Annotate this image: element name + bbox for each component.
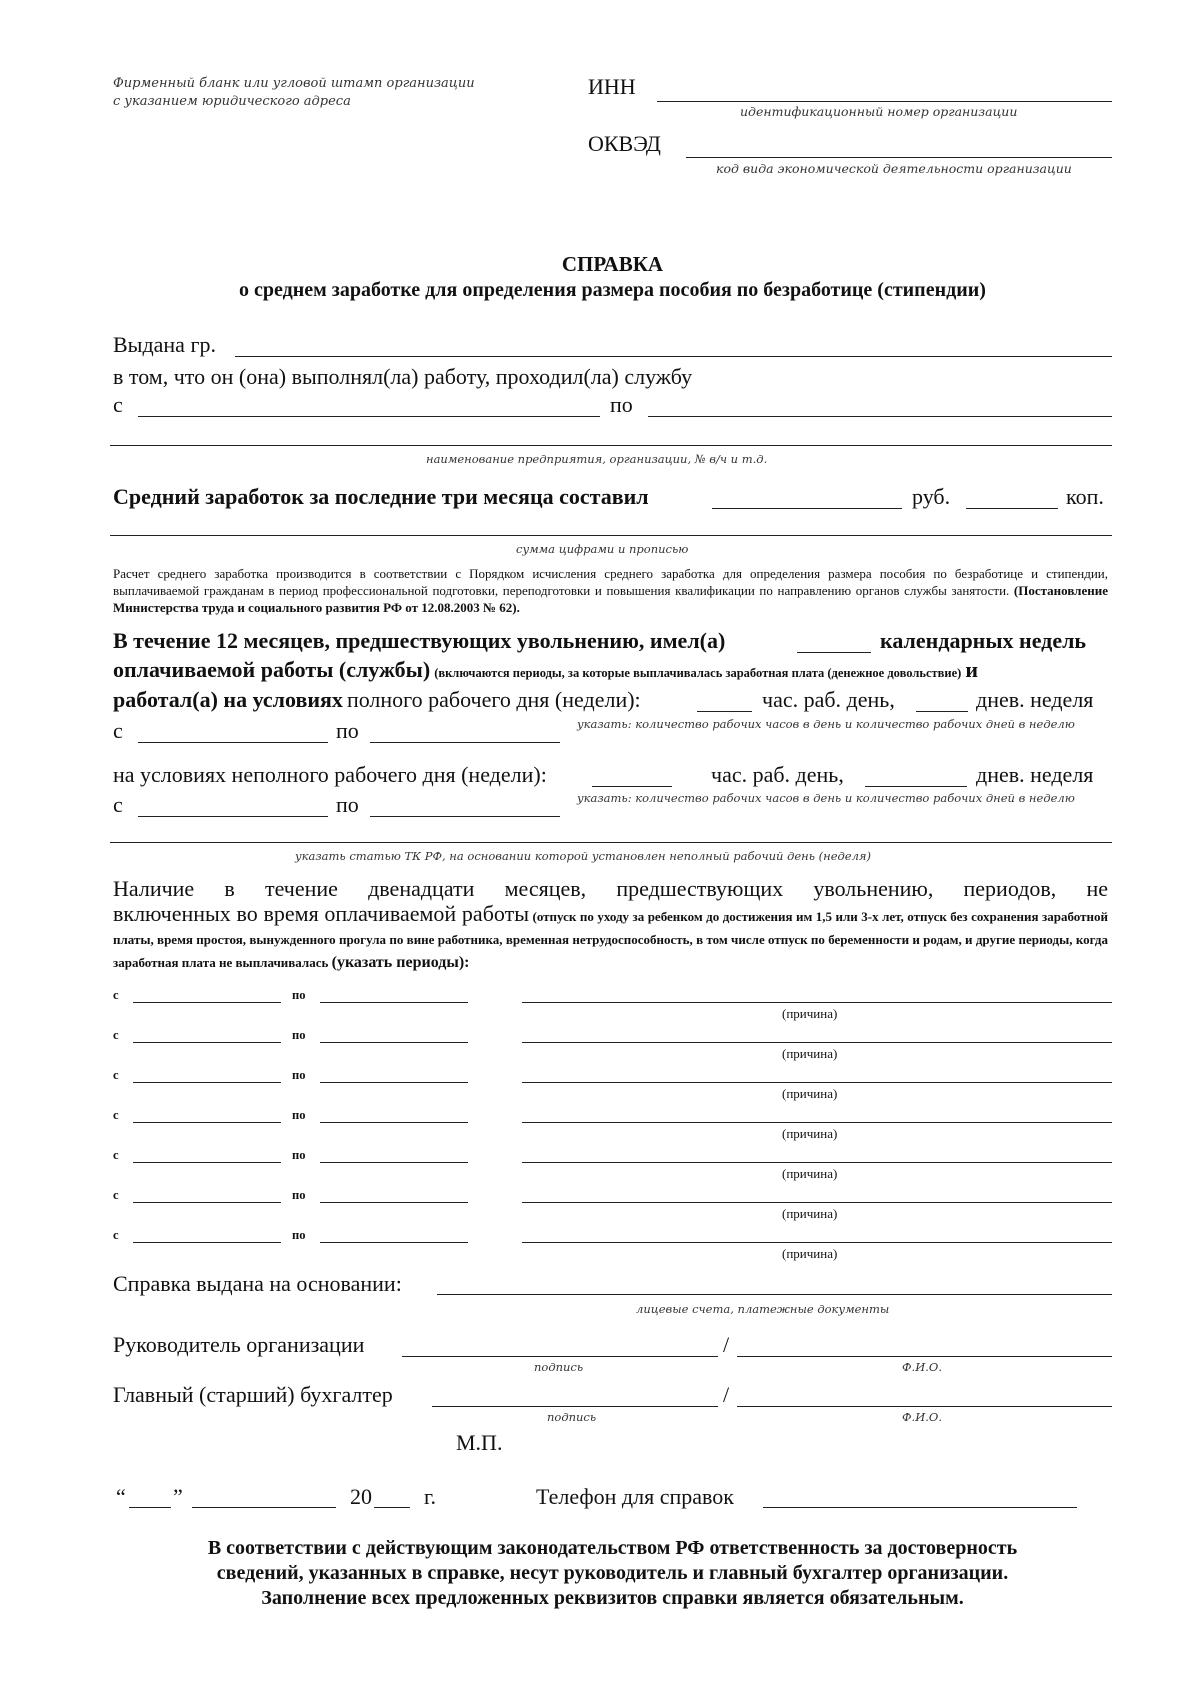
date-year-field[interactable]: [374, 1507, 410, 1508]
responsibility-notice-line2: сведений, указанных в справке, несут руководитель и главный бухгалтер организации.: [216, 1562, 1009, 1584]
part-time-hours-label: час. раб. день,: [711, 762, 844, 787]
director-signature-hint: подпись: [534, 1360, 584, 1374]
responsibility-notice-line3: Заполнение всех предложенных реквизитов справки является обязательным.: [261, 1587, 964, 1609]
stamp-placeholder: М.П.: [456, 1430, 503, 1455]
period-from-field[interactable]: [133, 1162, 281, 1163]
recipient-name-field[interactable]: [235, 356, 1112, 357]
period-from-field[interactable]: [133, 1202, 281, 1203]
employment-statement: в том, что он (она) выполнял(ла) работу, проходил(ла) службу: [113, 364, 693, 389]
period-to-field[interactable]: [320, 1242, 468, 1243]
document-subtitle: о среднем заработке для определения размера пособия по безработице (стипендии): [239, 279, 986, 301]
excluded-line1: Наличие в течение двенадцати месяцев, предшествующих увольнению, периодов, не: [113, 876, 1108, 901]
full-time-hint: указать: количество рабочих часов в день и количество рабочих дней в неделю: [577, 717, 1075, 731]
kop-label: коп.: [1066, 484, 1104, 509]
weeks-and: и: [965, 657, 979, 682]
period-from-label: с: [113, 1068, 119, 1082]
director-signature-field[interactable]: [402, 1356, 718, 1357]
okved-field[interactable]: [686, 157, 1112, 158]
period-to-field[interactable]: [320, 1042, 468, 1043]
employment-from-label: с: [113, 392, 123, 417]
period-reason-field[interactable]: [522, 1042, 1112, 1043]
phone-label: Телефон для справок: [536, 1484, 734, 1509]
period-reason-field[interactable]: [522, 1082, 1112, 1083]
weeks-note: (включаются периоды, за которые выплачивалась заработная плата (денежное довольствие): [434, 666, 962, 680]
excluded-note-block: [113, 902, 1108, 974]
date-open-quote: “: [116, 1484, 126, 1509]
accountant-signature-hint: подпись: [547, 1410, 597, 1424]
issued-label: Выдана гр.: [113, 332, 216, 357]
period-reason-hint: (причина): [782, 1126, 838, 1141]
part-time-label: на условиях неполного рабочего дня (недели):: [113, 762, 547, 787]
full-time-from-field[interactable]: [138, 742, 328, 743]
weeks-count-field[interactable]: [797, 652, 871, 653]
period-to-field[interactable]: [320, 1162, 468, 1163]
earnings-label: Средний заработок за последние три месяца составил: [113, 484, 649, 509]
part-time-days-label: днев. неделя: [976, 762, 1094, 787]
full-time-days-field[interactable]: [916, 711, 968, 712]
period-reason-hint: (причина): [782, 1166, 838, 1181]
basis-hint: лицевые счета, платежные документы: [636, 1302, 890, 1316]
period-from-label: с: [113, 1228, 119, 1242]
period-to-field[interactable]: [320, 1082, 468, 1083]
calculation-note-reference: (Постановление Министерства труда и социального развития РФ от 12.08.2003 № 62).: [113, 583, 1108, 615]
employment-to-label: по: [610, 392, 633, 417]
part-time-days-field[interactable]: [865, 786, 967, 787]
period-from-label: с: [113, 988, 119, 1002]
full-time-to-label: по: [336, 718, 359, 743]
organization-hint: наименование предприятия, организации, № в/ч и т.д.: [426, 452, 768, 466]
part-time-hours-field[interactable]: [592, 786, 672, 787]
director-name-field[interactable]: [737, 1356, 1112, 1357]
period-from-label: с: [113, 1148, 119, 1162]
earnings-kop-field[interactable]: [966, 508, 1058, 509]
period-from-label: с: [113, 1108, 119, 1122]
period-to-field[interactable]: [320, 1122, 468, 1123]
period-from-field[interactable]: [133, 1082, 281, 1083]
part-time-to-field[interactable]: [370, 816, 560, 817]
accountant-signature-field[interactable]: [432, 1406, 718, 1407]
part-time-to-label: по: [336, 792, 359, 817]
part-time-from-label: с: [113, 792, 123, 817]
employment-from-field[interactable]: [138, 416, 600, 417]
period-to-label: по: [292, 1148, 306, 1162]
period-to-label: по: [292, 1028, 306, 1042]
full-time-days-label: днев. неделя: [976, 687, 1094, 712]
tk-article-hint: указать статью ТК РФ, на основании которой установлен неполный рабочий день (неделя): [295, 849, 872, 863]
part-time-hint: указать: количество рабочих часов в день и количество рабочих дней в неделю: [577, 791, 1075, 805]
okved-hint: код вида экономической деятельности организации: [716, 161, 1072, 176]
period-reason-hint: (причина): [782, 1046, 838, 1061]
basis-label: Справка выдана на основании:: [113, 1271, 402, 1296]
period-reason-hint: (причина): [782, 1006, 838, 1021]
earnings-sum-hint: сумма цифрами и прописью: [516, 542, 689, 556]
calculation-note-text: Расчет среднего заработка производится в соответствии с Порядком исчисления среднего заработка для определения размера пособия по безработице и стипендии, выплачиваемой гражданам в период профессиональной подготовки, переподготовки и повышения квалификации по направлению органов службы занятости.: [113, 566, 1108, 598]
accountant-label: Главный (старший) бухгалтер: [113, 1382, 393, 1407]
period-to-label: по: [292, 1228, 306, 1242]
period-from-label: с: [113, 1188, 119, 1202]
accountant-slash: /: [723, 1382, 730, 1407]
weeks-text-part3: оплачиваемой работы (службы): [113, 657, 431, 682]
letterhead-hint-line2: с указанием юридического адреса: [113, 94, 351, 109]
period-from-field[interactable]: [133, 1042, 281, 1043]
accountant-name-hint: Ф.И.О.: [902, 1410, 942, 1424]
excluded-note: (отпуск по уходу за ребенком до достижения им 1,5 или 3-х лет, отпуск без сохранения заработной платы, время простоя, вынужденного прогула по вине работника, временная нетрудоспособность, в том числе отпуск по беременности и родам, и другие периоды, когда заработная плата не выплачивалась: [113, 909, 1108, 970]
period-row: [0, 1228, 1190, 1268]
accountant-name-field[interactable]: [737, 1406, 1112, 1407]
period-from-field[interactable]: [133, 1242, 281, 1243]
period-to-label: по: [292, 988, 306, 1002]
full-time-hours-label: час. раб. день,: [762, 687, 895, 712]
employment-to-field[interactable]: [648, 416, 1112, 417]
period-from-label: с: [113, 1028, 119, 1042]
full-time-hours-field[interactable]: [697, 711, 752, 712]
director-label: Руководитель организации: [113, 1332, 365, 1357]
basis-field[interactable]: [437, 1294, 1112, 1295]
director-name-hint: Ф.И.О.: [902, 1360, 942, 1374]
period-row: [0, 1028, 1190, 1068]
earnings-rub-field[interactable]: [712, 508, 902, 509]
calculation-note: [113, 565, 1108, 616]
period-to-field[interactable]: [320, 1002, 468, 1003]
period-reason-field[interactable]: [522, 1002, 1112, 1003]
inn-hint: идентификационный номер организации: [740, 104, 1018, 119]
responsibility-notice: [0, 1536, 1190, 1611]
full-time-from-label: с: [113, 718, 123, 743]
period-reason-hint: (причина): [782, 1086, 838, 1101]
period-to-field[interactable]: [320, 1202, 468, 1203]
weeks-text-part2: календарных недель: [880, 628, 1087, 653]
period-row: [0, 1148, 1190, 1188]
document-title: СПРАВКА: [561, 252, 664, 276]
rub-label: руб.: [912, 484, 951, 509]
full-time-label-bold: работал(а) на условиях: [113, 687, 343, 712]
weeks-text-part1: В течение 12 месяцев, предшествующих увольнению, имел(а): [113, 628, 726, 653]
period-reason-field[interactable]: [522, 1162, 1112, 1163]
date-year-suffix: г.: [424, 1484, 437, 1509]
period-reason-field[interactable]: [522, 1202, 1112, 1203]
excluded-tail: (указать периоды):: [331, 954, 470, 971]
date-close-quote: ”: [173, 1484, 183, 1509]
period-row: [0, 1188, 1190, 1228]
period-row: [0, 988, 1190, 1028]
okved-label: ОКВЭД: [588, 131, 661, 156]
full-time-line: [113, 687, 641, 713]
phone-field[interactable]: [763, 1507, 1077, 1508]
period-reason-hint: (причина): [782, 1206, 838, 1221]
inn-label: ИНН: [588, 74, 636, 99]
period-row: [0, 1108, 1190, 1148]
letterhead-hint-line1: Фирменный бланк или угловой штамп организации: [113, 76, 475, 91]
period-reason-hint: (причина): [782, 1246, 838, 1261]
period-reason-field[interactable]: [522, 1122, 1112, 1123]
period-from-field[interactable]: [133, 1002, 281, 1003]
full-time-label: полного рабочего дня (недели):: [346, 687, 641, 712]
inn-field[interactable]: [657, 101, 1112, 102]
excluded-line2: включенных во время оплачиваемой работы: [113, 901, 529, 926]
tk-article-field[interactable]: [110, 842, 1112, 843]
date-day-field[interactable]: [129, 1507, 171, 1508]
date-month-field[interactable]: [192, 1507, 336, 1508]
period-to-label: по: [292, 1068, 306, 1082]
organization-name-field[interactable]: [110, 445, 1112, 446]
period-from-field[interactable]: [133, 1122, 281, 1123]
period-to-label: по: [292, 1108, 306, 1122]
weeks-line2: [113, 657, 978, 683]
part-time-from-field[interactable]: [138, 816, 328, 817]
director-slash: /: [723, 1332, 730, 1357]
responsibility-notice-line1: В соответствии с действующим законодательством РФ ответственность за достоверность: [207, 1537, 1018, 1559]
date-year-prefix: 20: [350, 1484, 372, 1509]
earnings-in-words-field[interactable]: [110, 535, 1112, 536]
period-to-label: по: [292, 1188, 306, 1202]
period-reason-field[interactable]: [522, 1242, 1112, 1243]
full-time-to-field[interactable]: [370, 742, 560, 743]
period-row: [0, 1068, 1190, 1108]
